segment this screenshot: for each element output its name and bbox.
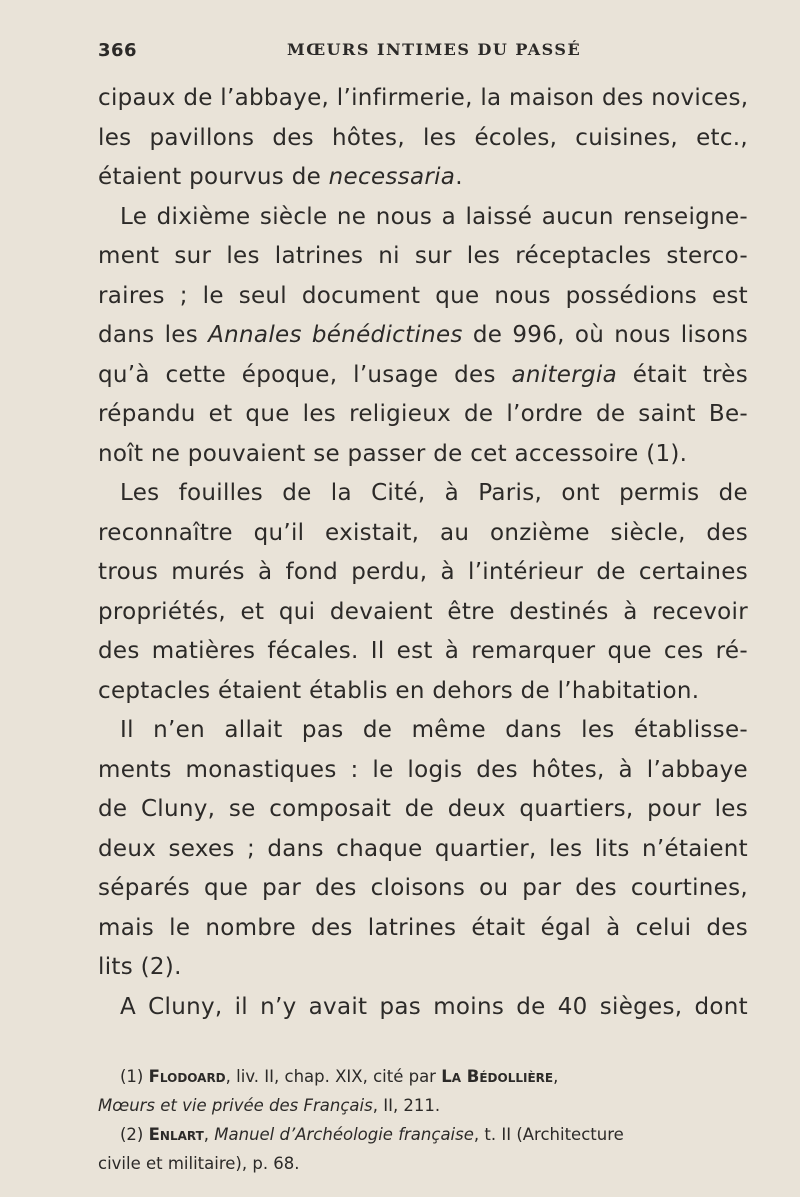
- footnote-2: [98, 1120, 748, 1149]
- body-text: [98, 79, 748, 1027]
- text-line: [98, 316, 748, 356]
- text-line: mais le nombre des latrines était égal à celui des: [98, 914, 748, 941]
- text-line: trous murés à fond perdu, à l’intérieur de certaines: [98, 559, 748, 585]
- footnote-title: Mœurs et vie privée des Français: [98, 1096, 373, 1115]
- text-run: était très: [616, 361, 748, 388]
- text-line: ceptacles étaient établis en dehors de l’habitation.: [98, 677, 700, 704]
- text-run: .: [455, 164, 463, 190]
- text-run: de 996, où nous lisons: [462, 322, 748, 348]
- text-run: ,: [553, 1067, 559, 1086]
- text-line: séparés que par des cloisons ou par des courtines,: [98, 875, 748, 901]
- text-run: étaient pourvus de: [98, 164, 329, 190]
- italic-title: Annales bénédictines: [208, 322, 463, 348]
- footnote-number: (1): [120, 1067, 149, 1086]
- footnotes: [98, 1062, 748, 1178]
- text-line: A Cluny, il n’y avait pas moins de 40 sièges, dont: [120, 993, 748, 1020]
- text-line: [98, 158, 748, 198]
- page-header: [0, 34, 800, 64]
- text-run: ,: [203, 1125, 215, 1144]
- text-line: de Cluny, se composait de deux quartiers, pour les: [98, 796, 748, 822]
- text-run: qu’à cette époque, l’usage des: [98, 361, 512, 388]
- text-line: Les fouilles de la Cité, à Paris, ont permis de: [120, 480, 748, 506]
- footnote-author: Enlart: [148, 1125, 204, 1144]
- text-line: raires ; le seul document que nous possédions est: [98, 282, 748, 309]
- footnote-1-cont: [98, 1091, 748, 1120]
- text-run: dans les: [98, 322, 209, 348]
- text-line: cipaux de l’abbaye, l’infirmerie, la maison des novices,: [98, 85, 749, 111]
- text-line: Il n’en allait pas de même dans les établisse-: [120, 717, 748, 743]
- text-line: deux sexes ; dans chaque quartier, les lits n’étaient: [98, 835, 748, 862]
- footnote-title: Manuel d’Archéologie française: [214, 1125, 474, 1144]
- text-line: les pavillons des hôtes, les écoles, cuisines, etc.,: [98, 124, 748, 151]
- footnote-author: Flodoard: [148, 1067, 226, 1086]
- running-head: MŒURS INTIMES DU PASSÉ: [287, 40, 582, 59]
- text-run: , t. II (Architecture: [473, 1125, 624, 1144]
- italic-term: necessaria: [328, 164, 456, 190]
- text-run: , II, 211.: [372, 1096, 441, 1115]
- text-line: noît ne pouvaient se passer de cet accessoire (1).: [98, 440, 688, 467]
- text-line: propriétés, et qui devaient être destinés à recevoir: [98, 598, 748, 625]
- text-line: lits (2).: [98, 954, 182, 980]
- text-line: répandu et que les religieux de l’ordre de saint Be-: [98, 401, 748, 427]
- footnote-1: [98, 1062, 748, 1091]
- text-line: des matières fécales. Il est à remarquer que ces ré-: [98, 638, 748, 664]
- footnote-author: La Bédollière: [441, 1067, 554, 1086]
- footnote-number: (2): [120, 1125, 149, 1144]
- text-run: , liv. II, chap. XIX, cité par: [225, 1067, 442, 1086]
- text-line: reconnaître qu’il existait, au onzième siècle, des: [98, 519, 748, 546]
- italic-term: anitergia: [511, 361, 617, 388]
- text-line: ment sur les latrines ni sur les réceptacles sterco-: [98, 243, 748, 269]
- text-line: Le dixième siècle ne nous a laissé aucun renseigne-: [120, 203, 748, 230]
- text-line: ments monastiques : le logis des hôtes, à l’abbaye: [98, 756, 748, 783]
- footnote-2-cont: civile et militaire), p. 68.: [98, 1154, 300, 1173]
- page-number: 366: [98, 40, 138, 61]
- text-line: [98, 356, 748, 396]
